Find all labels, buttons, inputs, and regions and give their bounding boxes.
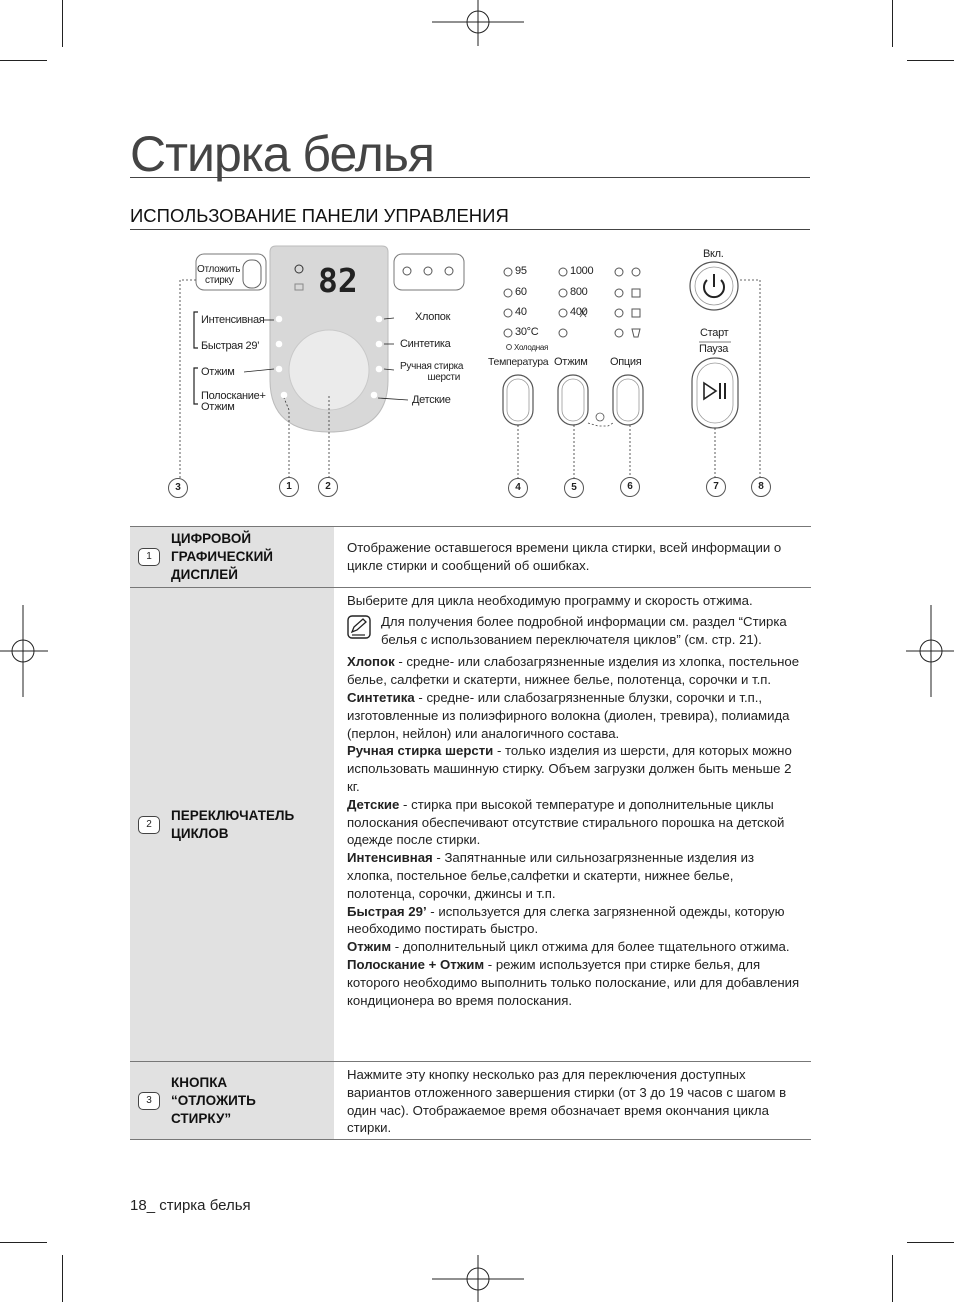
cycle-description-item <box>347 849 801 902</box>
registration-mark-right <box>906 605 954 697</box>
row-description: Отображение оставшегося времени цикла стирки, всей информации о цикле стирки и сообщений об ошибках. <box>347 540 782 573</box>
cycle-term: Полоскание + Отжим <box>347 956 485 972</box>
section-title: ИСПОЛЬЗОВАНИЕ ПАНЕЛИ УПРАВЛЕНИЯ <box>130 204 810 230</box>
spin-label: Отжим <box>554 356 588 368</box>
power-label: Вкл. <box>703 248 724 260</box>
row-header <box>130 588 334 1061</box>
temp-30: 30°C <box>515 326 539 338</box>
row-description: Выберите для цикла необходимую программу и скорость отжима. Для получения более подробной информации см. раздел “Стирка белья с использованием переключателя циклов” (см. стр. 21). Хлопок - средне- или слабозагрязненные изделия из хлопка, постельное белье, салфетки и скатерти, нижнее белье, полотенца, сорочки и т.п. Синтетика - средне- или слабозагрязненные блузки, сорочки и т.п., изготовленные из полиэфирного волокна (диолен, тревира), полиамида (перлон, нейлон) или аналогичного состава. Ручная стирка шерсти - только изделия из шерсти, для которых можно использовать машинную стирку. Объем загрузки должен быть меньше 2 кг. Детские - стирка при высокой температуре и дополнительные циклы полоскания обеспечивают отсутствие стирального порошка на детской одежде после стирки. Интенсивная - Запятнанные или сильнозагрязненные изделия из хлопка, постельное белье,салфетки и скатерти, нижнее белье, полотенца, сорочки, джинсы и т.п. Быстрая 29’ - используется для слегка загрязненной одежды, которую необходимо постирать быстро. Отжим - дополнительный цикл отжима для более тщательного отжима. Полоскание + Отжим - режим используется при стирке белья, для которого необходимо выполнить только полоскание, или для добавления кондиционера во время полоскания. <box>347 593 800 1008</box>
cycle-text: - только изделия из шерсти, для которых можно использовать машинную стирку. Объем загрузки должен быть меньше 2 кг. <box>347 743 792 794</box>
cycle-quick: Быстрая 29’ <box>201 340 260 352</box>
table-row <box>130 588 811 1062</box>
callout-4: 4 <box>508 478 528 498</box>
temperature-label: Температура <box>488 356 549 368</box>
cycle-intensive: Интенсивная <box>201 314 265 326</box>
start-label: Старт <box>700 327 729 339</box>
control-panel-diagram <box>160 240 800 510</box>
temp-40: 40 <box>515 306 527 318</box>
panel-drawing <box>160 240 800 510</box>
cycle-text: - режим используется при стирке белья, для которого необходимо выполнить только полоскание, или для добавления кондиционера во время полоскания. <box>347 956 800 1008</box>
cycle-text: - Запятнанные или сильнозагрязненные изделия из хлопка, постельное белье,салфетки и скатерти, нижнее белье, полотенца, сорочки, джинсы и т.п. <box>347 850 755 901</box>
cycle-baby: Детские <box>412 394 451 406</box>
row-header <box>130 1062 334 1139</box>
registration-mark-bottom <box>432 1255 524 1302</box>
cycle-text: - средне- или слабозагрязненные блузки, сорочки и т.п., изготовленные из полиэфирного волокна (диолен, тревира), полиамида (перлон, нейлон) или аналогичного состава. <box>347 689 790 741</box>
cycle-description-item <box>347 796 801 849</box>
spin-1000: 1000 <box>570 265 594 277</box>
temp-cold: Холодная <box>514 343 549 352</box>
row-header <box>130 527 334 587</box>
spin-400: 400 <box>570 306 588 318</box>
callout-1: 1 <box>279 477 299 497</box>
registration-mark-left <box>0 605 48 697</box>
pause-label: Пауза <box>699 343 729 355</box>
cycle-description-item <box>347 689 801 742</box>
callout-7: 7 <box>706 477 726 497</box>
cycle-term: Интенсивная <box>347 850 433 866</box>
page-footer <box>130 1197 251 1214</box>
row-number: 1 <box>138 548 160 566</box>
cycle-term: Отжим <box>347 939 392 955</box>
cycle-spin: Отжим <box>201 366 235 378</box>
spin-800: 800 <box>570 286 588 298</box>
callout-2: 2 <box>318 477 338 497</box>
cycle-term: Ручная стирка шерсти <box>347 743 494 759</box>
cycle-descriptions <box>347 653 801 1009</box>
page-number: 18 <box>130 1197 147 1214</box>
note-pencil-icon <box>347 615 371 639</box>
callout-5: 5 <box>564 478 584 498</box>
cycle-text: - стирка при высокой температуре и дополнительные циклы полоскания обеспечивают отсутствие стирального порошка на детской одежде после стирки. <box>347 796 785 848</box>
cycle-description-item <box>347 956 801 1009</box>
cycle-term: Быстрая 29’ <box>347 903 427 919</box>
row-title: ЦИФРОВОЙ ГРАФИЧЕСКИЙ ДИСПЛЕЙ <box>171 531 273 582</box>
callout-6: 6 <box>620 477 640 497</box>
cycle-text: - дополнительный цикл отжима для более тщательного отжима. <box>391 939 790 955</box>
row-number: 2 <box>138 816 160 834</box>
delay-label: Отложить стирку <box>197 264 241 286</box>
cycle-term: Синтетика <box>347 689 415 705</box>
cycle-description-item <box>347 653 801 689</box>
registration-mark-top <box>432 0 524 48</box>
callout-8: 8 <box>751 477 771 497</box>
note-block: Для получения более подробной информации см. раздел “Стирка белья с использованием переключателя циклов” (см. стр. 21). <box>347 613 801 649</box>
cycle-rinse-spin: Полоскание+ Отжим <box>201 390 266 413</box>
description-table <box>130 526 811 1140</box>
cycle-description-item <box>347 938 801 956</box>
cycle-description-item <box>347 742 801 795</box>
temp-95: 95 <box>515 265 527 277</box>
cycle-term: Хлопок <box>347 654 395 670</box>
row-title: КНОПКА “ОТЛОЖИТЬ СТИРКУ” <box>171 1074 256 1126</box>
temp-60: 60 <box>515 286 527 298</box>
cycle-text: - средне- или слабозагрязненные изделия из хлопка, постельное белье, салфетки и скатерти, нижнее белье, полотенца, сорочки и т.п. <box>347 654 800 688</box>
row-description: Нажмите эту кнопку несколько раз для переключения доступных вариантов отложенного завершения стирки (от 3 до 19 часов с шагом в один час). Отображаемое время обозначает время окончания цикла стирки. <box>347 1067 787 1136</box>
row-title: ПЕРЕКЛЮЧАТЕЛЬ ЦИКЛОВ <box>171 807 295 841</box>
cycle-term: Детские <box>347 796 400 812</box>
table-row <box>130 527 811 588</box>
display-digits-shape: 82 <box>318 261 358 300</box>
cycle-wool: Ручная стирка шерсти <box>400 361 464 383</box>
cycle-description-item <box>347 903 801 939</box>
cycle-cotton: Хлопок <box>415 311 451 323</box>
cycle-text: - используется для слегка загрязненной одежды, которую необходимо постирать быстро. <box>347 903 785 937</box>
table-row <box>130 1062 811 1140</box>
row-number: 3 <box>138 1092 160 1110</box>
callout-3: 3 <box>168 478 188 498</box>
option-label: Опция <box>610 356 642 368</box>
footer-label: _ стирка белья <box>146 1197 251 1214</box>
cycle-synthetic: Синтетика <box>400 338 451 350</box>
page-title: Стирка белья <box>130 130 810 178</box>
